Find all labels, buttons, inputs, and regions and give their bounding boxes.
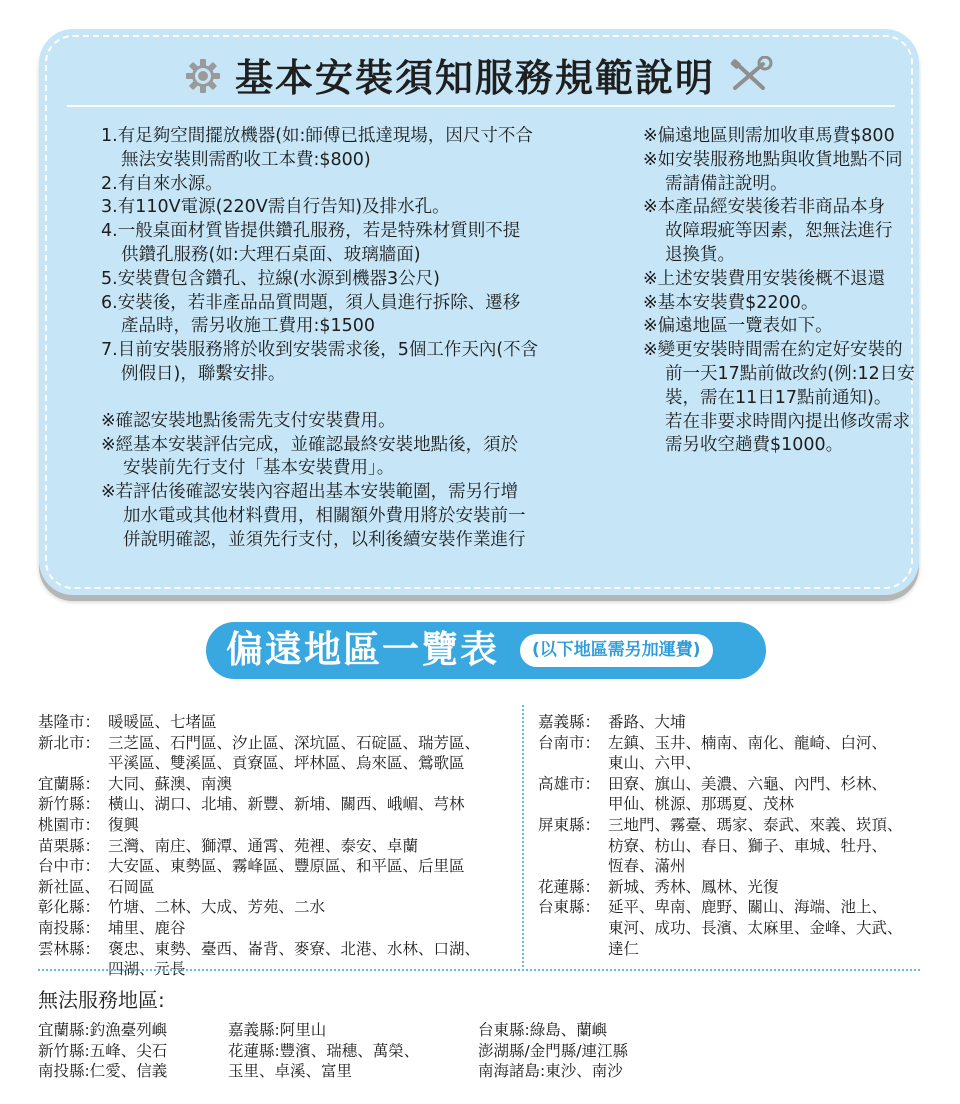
region-row (538, 939, 938, 960)
no-service-col-1 (38, 1020, 167, 1082)
note-line: ※基本安裝費$2200。 (643, 292, 819, 313)
region-text: 田寮、旗山、美濃、六龜、內門、杉林、 (608, 774, 888, 793)
no-service-line: 澎湖縣/金門縣/連江縣 (478, 1041, 628, 1060)
rule-line: 7.目前安裝服務將於收到安裝需求後，5個工作天內(不含 (101, 340, 539, 361)
region-text: 番路、大埔 (608, 713, 686, 731)
note-line: 前一天17點前做改約(例:12日安 (665, 363, 915, 384)
region-row (38, 836, 518, 857)
install-rules-card (39, 29, 919, 595)
county-label: 桃園市： (38, 815, 101, 834)
region-row (538, 794, 938, 815)
region-text: 四湖、元長 (108, 960, 186, 979)
note-line: 安裝前先行支付「基本安裝費用」。 (123, 458, 395, 479)
region-row (38, 877, 518, 898)
no-service-line: 新竹縣:五峰、尖石 (38, 1041, 168, 1060)
region-row (538, 815, 938, 836)
region-row (38, 712, 518, 733)
note-line: 併說明確認，並須先行支付，以利後續安裝作業進行 (123, 529, 526, 550)
remote-areas-right-list (538, 712, 938, 959)
remote-areas-title: 偏遠地區一覽表 (226, 628, 499, 671)
region-text: 大安區、東勢區、霧峰區、豐原區、和平區、后里區 (108, 857, 465, 876)
remote-areas-banner (206, 622, 766, 679)
rule-line: 例假日)，聯繫安排。 (121, 363, 286, 384)
county-label: 花蓮縣： (538, 877, 601, 896)
region-row (538, 918, 938, 939)
region-text: 左鎮、玉井、楠南、南化、龍崎、白河、 (608, 733, 888, 752)
region-row (38, 733, 518, 754)
note-line: ※若評估後確認安裝內容超出基本安裝範圍，需另行增 (101, 482, 519, 503)
rule-line: 5.安裝費包含鑽孔、拉線(水源到機器3公尺) (101, 268, 440, 289)
column-divider (522, 705, 524, 967)
region-text: 暖暖區、七堵區 (108, 713, 217, 731)
section-divider (38, 969, 920, 971)
region-row (538, 877, 938, 898)
county-label: 新社區、 (38, 877, 101, 896)
county-label: 雲林縣： (38, 939, 101, 958)
rule-line: 3.有110V電源(220V需自行告知)及排水孔。 (101, 197, 450, 218)
region-text: 枋寮、枋山、春日、獅子、車城、牡丹、 (608, 836, 888, 855)
note-line: ※如安裝服務地點與收貨地點不同 (643, 149, 903, 170)
rule-line: 4.一般桌面材質皆提供鑽孔服務，若是特殊材質則不提 (101, 221, 521, 242)
note-line: 裝，需在11日17點前通知)。 (665, 387, 892, 408)
region-row (38, 815, 518, 836)
rule-line: 無法安裝則需酌收工本費:$800) (121, 149, 371, 170)
region-text: 東山、六甲、 (608, 754, 702, 773)
no-service-line: 玉里、卓溪、富里 (228, 1062, 353, 1081)
card-title-row (39, 55, 919, 106)
note-line: ※本產品經安裝後若非商品本身 (643, 197, 886, 218)
no-service-title: 無法服務地區: (38, 988, 165, 1012)
region-text: 竹塘、二林、大成、芳苑、二水 (108, 898, 326, 917)
region-text: 三芝區、石門區、汐止區、深坑區、石碇區、瑞芳區、 (108, 733, 481, 752)
region-row (538, 897, 938, 918)
note-line: 退換貨。 (665, 244, 735, 265)
note-line: ※確認安裝地點後需先支付安裝費用。 (101, 410, 396, 431)
no-service-col-2 (228, 1020, 419, 1082)
county-label: 新北市： (38, 733, 101, 752)
no-service-line: 南海諸島:東沙、南沙 (478, 1062, 623, 1081)
county-label: 基隆市： (38, 713, 101, 731)
region-text: 大同、蘇澳、南澳 (108, 774, 233, 793)
region-row (538, 836, 938, 857)
rule-line: 供鑽孔服務(如:大理石桌面、玻璃牆面) (121, 244, 421, 265)
note-line: ※上述安裝費用安裝後概不退還 (643, 268, 886, 289)
region-row (38, 753, 518, 774)
county-label: 彰化縣： (38, 898, 101, 917)
county-label: 屏東縣： (538, 815, 601, 834)
tools-icon (727, 56, 773, 106)
region-text: 甲仙、桃源、那瑪夏、茂林 (608, 795, 795, 814)
note-line: ※變更安裝時間需在約定好安裝的 (643, 340, 903, 361)
gear-icon (185, 58, 221, 104)
region-row (38, 794, 518, 815)
region-row (538, 774, 938, 795)
card-title: 基本安裝須知服務規範說明 (234, 56, 715, 100)
region-text: 褒忠、東勢、臺西、崙背、麥寮、北港、水林、口湖、 (108, 939, 481, 958)
region-text: 橫山、湖口、北埔、新豐、新埔、關西、峨嵋、芎林 (108, 795, 465, 814)
county-label: 新竹縣： (38, 795, 101, 814)
county-label: 台南市： (538, 733, 601, 752)
region-row (538, 733, 938, 754)
note-line: ※經基本安裝評估完成，並確認最終安裝地點後，須於 (101, 434, 519, 455)
no-service-line: 宜蘭縣:釣漁臺列嶼 (38, 1021, 168, 1039)
no-service-line: 台東縣:綠島、蘭嶼 (478, 1021, 608, 1039)
region-row (38, 897, 518, 918)
region-text: 延平、卑南、鹿野、關山、海端、池上、 (608, 898, 888, 917)
region-text: 新城、秀林、鳳林、光復 (608, 877, 779, 896)
region-text: 復興 (108, 815, 140, 834)
rule-line: 產品時，需另收施工費用:$1500 (121, 316, 376, 337)
remote-areas-note: (以下地區需另加運費) (520, 634, 713, 667)
region-text: 達仁 (608, 939, 640, 958)
region-row (38, 774, 518, 795)
region-row (538, 753, 938, 774)
region-row (38, 939, 518, 960)
county-label: 台中市： (38, 857, 101, 876)
rule-line: 2.有自來水源。 (101, 173, 223, 194)
county-label: 苗栗縣： (38, 836, 101, 855)
region-text: 三灣、南庄、獅潭、通霄、苑裡、泰安、卓蘭 (108, 836, 419, 855)
county-label: 嘉義縣： (538, 713, 601, 731)
region-row (538, 856, 938, 877)
note-line: 需請備註說明。 (665, 173, 788, 194)
no-service-line: 花蓮縣:豐濱、瑞穗、萬榮、 (228, 1041, 420, 1060)
no-service-line: 南投縣:仁愛、信義 (38, 1062, 168, 1081)
rule-line: 1.有足夠空間擺放機器(如:師傅已抵達現場，因尺寸不合 (101, 126, 533, 146)
install-notes-list (643, 125, 943, 458)
note-line: ※偏遠地區一覽表如下。 (643, 316, 833, 337)
region-text: 石岡區 (108, 877, 155, 896)
remote-areas-left-list (38, 712, 518, 980)
region-row (538, 712, 938, 733)
note-line: 需另收空趟費$1000。 (665, 435, 844, 456)
region-text: 三地門、霧臺、瑪家、泰武、來義、崁頂、 (608, 815, 903, 834)
region-text: 埔里、鹿谷 (108, 918, 186, 937)
county-label: 高雄市： (538, 774, 601, 793)
region-row (38, 918, 518, 939)
region-text: 東河、成功、長濱、太麻里、金峰、大武、 (608, 918, 903, 937)
region-text: 平溪區、雙溪區、貢寮區、坪林區、烏來區、鶯歌區 (108, 754, 465, 773)
no-service-line: 嘉義縣:阿里山 (228, 1021, 327, 1039)
county-label: 南投縣： (38, 918, 101, 937)
county-label: 宜蘭縣： (38, 774, 101, 793)
install-rules-list (101, 125, 631, 553)
region-text: 恆春、滿州 (608, 857, 686, 876)
note-line: 故障瑕疵等因素，恕無法進行 (665, 221, 893, 242)
note-line: 加水電或其他材料費用，相關額外費用將於安裝前一 (123, 505, 526, 526)
note-line: 若在非要求時間內提出修改需求 (665, 411, 910, 432)
title-divider (67, 105, 895, 107)
county-label: 台東縣： (538, 898, 601, 917)
rule-line: 6.安裝後，若非產品品質問題，須人員進行拆除、遷移 (101, 292, 521, 313)
region-row (38, 856, 518, 877)
no-service-col-3 (478, 1020, 628, 1082)
note-line: ※偏遠地區則需加收車馬費$800 (643, 126, 895, 146)
